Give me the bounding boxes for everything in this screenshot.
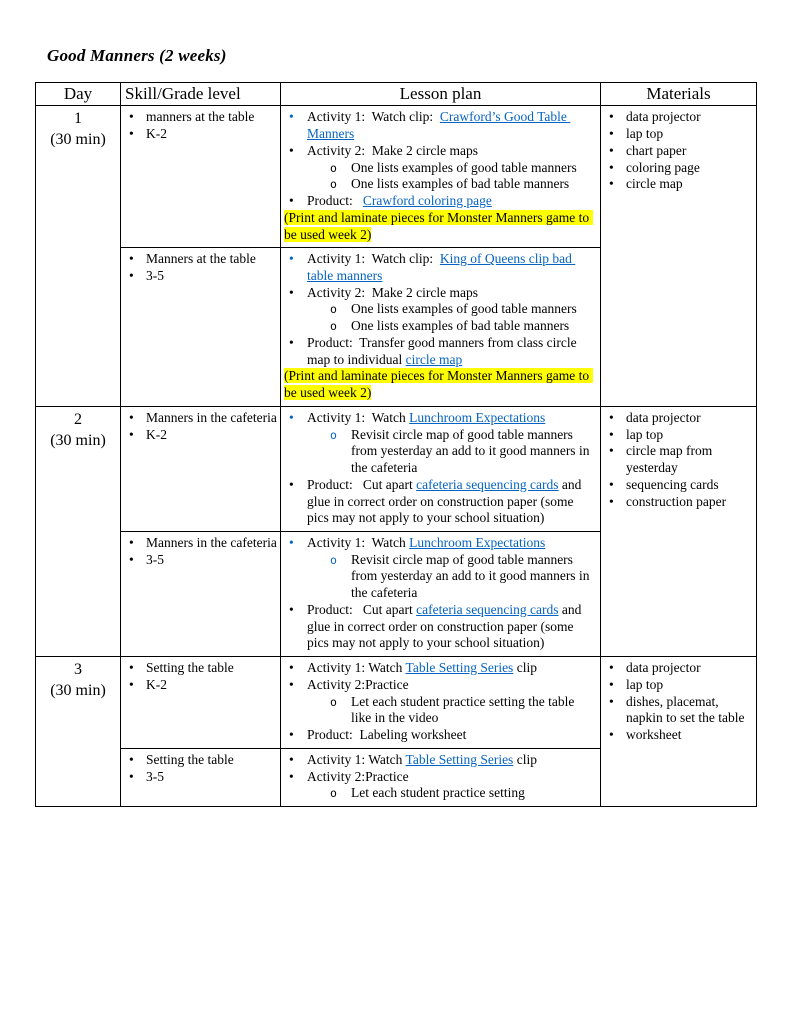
skill-item-list	[124, 410, 277, 443]
text-segment: clip	[513, 751, 537, 767]
hyperlink[interactable]: Lunchroom Expectations	[409, 535, 546, 551]
skill-item	[124, 535, 277, 552]
bullet-icon: •	[609, 126, 614, 142]
plan-paragraph	[307, 251, 597, 284]
hyperlink[interactable]: cafeteria sequencing cards	[416, 476, 559, 492]
lesson-plan-cell	[281, 248, 601, 407]
bullet-icon: •	[609, 727, 614, 743]
material-item	[604, 143, 753, 160]
skill-item-text: 3-5	[146, 551, 164, 567]
lesson-plan-cell	[281, 657, 601, 749]
skill-item-text: 3-5	[146, 768, 164, 784]
text-segment: and glue in correct order on construction paper (some pics may not apply to your school situation)	[307, 601, 585, 651]
material-item-text: chart paper	[626, 142, 687, 158]
bullet-icon: •	[129, 251, 134, 267]
skill-item	[124, 660, 277, 677]
plan-item	[284, 251, 597, 284]
material-item	[604, 494, 753, 511]
bullet-icon: •	[289, 142, 294, 158]
bullet-icon: •	[289, 334, 294, 350]
bullet-icon: •	[289, 676, 294, 692]
text-segment: Activity 2: Make 2 circle maps	[307, 284, 478, 300]
material-item	[604, 126, 753, 143]
bullet-icon: •	[129, 535, 134, 551]
bullet-icon: •	[289, 727, 294, 743]
day-cell	[36, 106, 121, 406]
plan-item	[284, 602, 597, 652]
plan-paragraph	[284, 368, 597, 401]
plan-item	[284, 176, 597, 193]
material-item-text: data projector	[626, 109, 701, 125]
bullet-icon: o	[330, 694, 337, 709]
text-segment: One lists examples of good table manners	[351, 159, 577, 175]
hyperlink[interactable]: cafeteria sequencing cards	[416, 601, 559, 617]
skill-item-text: Manners at the table	[146, 251, 256, 267]
lesson-plan-cell	[281, 748, 601, 806]
plan-item	[284, 335, 597, 368]
plan-paragraph	[307, 109, 597, 142]
plan-item	[284, 410, 597, 427]
text-segment: (Print and laminate pieces for Monster Manners game to be used week 2)	[284, 209, 593, 242]
bullet-icon: •	[289, 535, 294, 551]
material-item-text: lap top	[626, 676, 664, 692]
plan-paragraph	[307, 727, 597, 744]
hyperlink[interactable]: King of Queens clip bad table manners	[307, 251, 576, 283]
bullet-icon: •	[129, 551, 134, 567]
skill-item-text: Setting the table	[146, 660, 234, 676]
text-segment: Activity 2:Practice	[307, 768, 409, 784]
lesson-plan-table	[35, 82, 757, 807]
lesson-plan-cell	[281, 532, 601, 657]
material-item-text: lap top	[626, 426, 664, 442]
bullet-icon: o	[330, 177, 337, 192]
table-header-row	[36, 83, 757, 106]
skill-item	[124, 251, 277, 268]
text-segment: Activity 1: Watch	[307, 751, 406, 767]
bullet-icon: •	[609, 476, 614, 492]
plan-item	[284, 752, 597, 769]
text-segment: clip	[513, 660, 537, 676]
plan-paragraph	[351, 694, 597, 727]
column-header-day: Day	[36, 83, 121, 106]
column-header-lesson-plan: Lesson plan	[281, 83, 601, 106]
plan-paragraph	[307, 602, 597, 652]
skill-item-list	[124, 109, 277, 142]
bullet-icon: •	[129, 109, 134, 125]
text-segment: (Print and laminate pieces for Monster Manners game to be used week 2)	[284, 368, 593, 401]
material-item-text: lap top	[626, 126, 664, 142]
material-item-text: construction paper	[626, 493, 727, 509]
bullet-icon: •	[609, 176, 614, 192]
plan-item	[284, 769, 597, 786]
bullet-icon: •	[289, 284, 294, 300]
skill-grade-cell	[121, 532, 281, 657]
material-item-text: worksheet	[626, 727, 682, 743]
day-duration: (30 min)	[50, 431, 106, 449]
hyperlink[interactable]: Crawford coloring page	[362, 193, 492, 209]
bullet-icon: •	[129, 660, 134, 676]
bullet-icon: •	[609, 426, 614, 442]
bullet-icon: •	[289, 251, 294, 267]
day-duration: (30 min)	[50, 681, 106, 699]
bullet-icon: •	[609, 443, 614, 459]
bullet-icon: •	[289, 768, 294, 784]
skill-grade-cell	[121, 106, 281, 248]
hyperlink[interactable]: Table Setting Series	[405, 751, 514, 767]
plan-item	[284, 193, 597, 210]
text-segment: Activity 1: Watch clip:	[307, 251, 440, 267]
bullet-icon: •	[289, 193, 294, 209]
plan-item	[284, 660, 597, 677]
lesson-plan-cell	[281, 106, 601, 248]
plan-item	[284, 143, 597, 160]
text-segment: Activity 1: Watch clip:	[307, 109, 440, 125]
skill-item	[124, 268, 277, 285]
skill-item-text: manners at the table	[146, 109, 255, 125]
skill-item-text: Setting the table	[146, 751, 234, 767]
plan-item	[284, 301, 597, 318]
skill-item-text: K-2	[146, 426, 167, 442]
plan-item	[284, 677, 597, 694]
bullet-icon: •	[289, 476, 294, 492]
material-item-text: sequencing cards	[626, 476, 719, 492]
skill-item	[124, 677, 277, 694]
text-segment: Activity 2:Practice	[307, 676, 409, 692]
material-item	[604, 694, 753, 727]
materials-cell	[601, 106, 757, 406]
plan-paragraph	[307, 677, 597, 694]
plan-item	[284, 727, 597, 744]
bullet-icon: •	[289, 109, 294, 125]
lesson-row-day-3-a	[36, 657, 757, 749]
material-item-list	[604, 660, 753, 744]
text-segment: Activity 1: Watch	[307, 535, 410, 551]
text-segment: Product: Transfer good manners from class circle map to individual	[307, 334, 580, 367]
plan-item	[284, 285, 597, 302]
material-item-text: data projector	[626, 660, 701, 676]
text-segment: and glue in correct order on construction paper (some pics may not apply to your school situation)	[307, 476, 585, 526]
bullet-icon: •	[129, 409, 134, 425]
skill-grade-cell	[121, 657, 281, 749]
text-segment: Product: Labeling worksheet	[307, 727, 467, 743]
bullet-icon: •	[129, 751, 134, 767]
skill-item-text: 3-5	[146, 268, 164, 283]
text-segment: Product: Cut apart	[307, 476, 417, 492]
material-item	[604, 427, 753, 444]
bullet-icon: •	[609, 693, 614, 709]
plan-paragraph	[284, 210, 597, 243]
text-segment: Revisit circle map of good table manners from yesterday an add to it good manners in the cafeteria	[351, 426, 593, 476]
skill-item-list	[124, 660, 277, 693]
plan-item	[284, 535, 597, 552]
plan-item	[284, 427, 597, 477]
bullet-icon: o	[330, 160, 337, 175]
bullet-icon: •	[289, 660, 294, 676]
plan-paragraph	[351, 427, 597, 477]
day-cell	[36, 406, 121, 656]
day-number: 1	[74, 110, 82, 128]
text-segment: Product: Cut apart	[307, 601, 417, 617]
plan-paragraph	[307, 660, 597, 677]
plan-paragraph	[307, 752, 597, 769]
skill-item-text: Manners in the cafeteria	[146, 535, 277, 551]
plan-item	[284, 368, 597, 401]
bullet-icon: •	[129, 768, 134, 784]
material-item	[604, 443, 753, 476]
bullet-icon: o	[330, 552, 337, 567]
lesson-plan-cell	[281, 406, 601, 531]
bullet-icon: •	[609, 142, 614, 158]
bullet-icon: •	[129, 126, 134, 142]
material-item	[604, 660, 753, 677]
skill-item-text: K-2	[146, 126, 167, 142]
plan-item	[284, 210, 597, 243]
plan-paragraph	[307, 193, 597, 210]
bullet-icon: •	[289, 601, 294, 617]
bullet-icon: •	[289, 409, 294, 425]
skill-grade-cell	[121, 248, 281, 407]
hyperlink[interactable]: Crawford’s Good Table Manners	[307, 109, 571, 142]
skill-item-list	[124, 535, 277, 568]
bullet-icon: •	[609, 409, 614, 425]
material-item-text: circle map	[626, 176, 683, 192]
plan-item	[284, 694, 597, 727]
plan-paragraph	[307, 143, 597, 160]
bullet-icon: •	[289, 751, 294, 767]
material-item-text: coloring page	[626, 159, 700, 175]
text-segment: Let each student practice setting the table like in the video	[351, 693, 578, 726]
skill-item	[124, 109, 277, 126]
bullet-icon: o	[330, 427, 337, 442]
bullet-icon: •	[129, 426, 134, 442]
material-item-text: dishes, placemat, napkin to set the table	[626, 693, 745, 726]
day-cell	[36, 657, 121, 807]
plan-item	[284, 477, 597, 527]
plan-item	[284, 160, 597, 177]
material-item	[604, 410, 753, 427]
plan-paragraph	[307, 335, 597, 368]
lesson-row-day-1-a	[36, 106, 757, 248]
bullet-icon: o	[330, 319, 337, 334]
day-number: 3	[74, 661, 82, 679]
plan-paragraph	[307, 535, 597, 552]
text-segment: Product:	[307, 193, 363, 209]
plan-paragraph	[351, 785, 597, 802]
material-item	[604, 677, 753, 694]
plan-paragraph	[351, 301, 597, 318]
column-header-materials: Materials	[601, 83, 757, 106]
material-item-list	[604, 109, 753, 193]
text-segment: One lists examples of bad table manners	[351, 318, 570, 334]
bullet-icon: o	[330, 786, 337, 801]
skill-item-list	[124, 251, 277, 284]
text-segment: One lists examples of bad table manners	[351, 176, 570, 192]
plan-paragraph	[351, 160, 597, 177]
page-title: Good Manners (2 weeks)	[47, 46, 227, 65]
skill-grade-cell	[121, 748, 281, 806]
material-item-text: data projector	[626, 409, 701, 425]
plan-item	[284, 552, 597, 602]
hyperlink[interactable]: Lunchroom Expectations	[409, 409, 546, 425]
bullet-icon: •	[609, 159, 614, 175]
text-segment: Revisit circle map of good table manners from yesterday an add to it good manners in the cafeteria	[351, 551, 593, 601]
skill-item	[124, 752, 277, 769]
material-item	[604, 109, 753, 126]
skill-item	[124, 769, 277, 786]
plan-paragraph	[307, 769, 597, 786]
skill-item	[124, 126, 277, 143]
skill-item	[124, 410, 277, 427]
day-duration: (30 min)	[50, 131, 106, 149]
lesson-row-day-2-a	[36, 406, 757, 531]
skill-item-text: Manners in the cafeteria	[146, 409, 277, 425]
hyperlink[interactable]: circle map	[405, 351, 463, 367]
materials-cell	[601, 657, 757, 807]
material-item	[604, 160, 753, 177]
plan-paragraph	[307, 285, 597, 302]
text-segment: Let each student practice setting	[351, 785, 525, 801]
day-number: 2	[74, 410, 82, 428]
text-segment: Activity 2: Make 2 circle maps	[307, 142, 478, 158]
bullet-icon: •	[609, 109, 614, 125]
plan-paragraph	[351, 176, 597, 193]
plan-item	[284, 318, 597, 335]
hyperlink[interactable]: Table Setting Series	[405, 660, 514, 676]
material-item-text: circle map from yesterday	[626, 443, 713, 476]
plan-item	[284, 785, 597, 802]
skill-item	[124, 427, 277, 444]
plan-paragraph	[351, 318, 597, 335]
skill-grade-cell	[121, 406, 281, 531]
bullet-icon: •	[609, 493, 614, 509]
materials-cell	[601, 406, 757, 656]
column-header-skill-grade: Skill/Grade level	[121, 83, 281, 106]
plan-item	[284, 109, 597, 142]
material-item	[604, 477, 753, 494]
material-item	[604, 176, 753, 193]
bullet-icon: o	[330, 302, 337, 317]
text-segment: Activity 1: Watch	[307, 660, 406, 676]
skill-item-text: K-2	[146, 676, 167, 692]
skill-item	[124, 552, 277, 569]
material-item-list	[604, 410, 753, 510]
bullet-icon: •	[609, 676, 614, 692]
bullet-icon: •	[609, 660, 614, 676]
bullet-icon: •	[129, 676, 134, 692]
text-segment: One lists examples of good table manners	[351, 301, 577, 317]
plan-paragraph	[307, 410, 597, 427]
skill-item-list	[124, 752, 277, 785]
plan-paragraph	[351, 552, 597, 602]
plan-paragraph	[307, 477, 597, 527]
bullet-icon: •	[129, 268, 134, 283]
material-item	[604, 727, 753, 744]
text-segment: Activity 1: Watch	[307, 409, 410, 425]
